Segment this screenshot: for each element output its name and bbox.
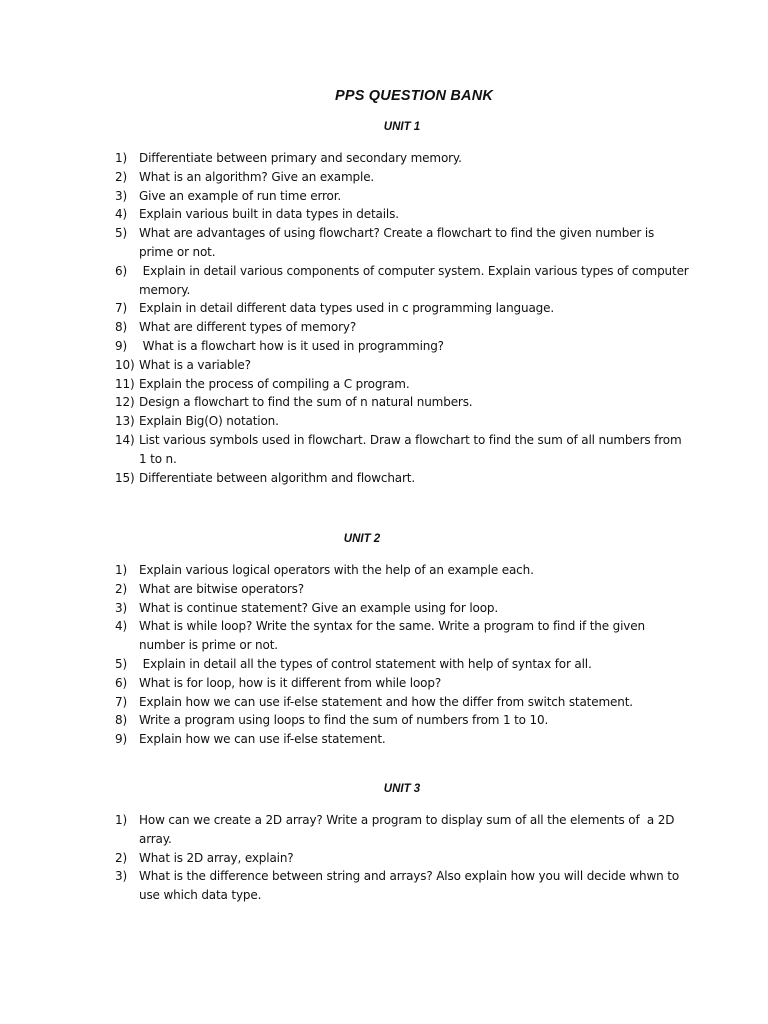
question-item	[112, 149, 692, 168]
question-item	[112, 412, 692, 431]
question-item	[112, 375, 692, 394]
question-text: How can we create a 2D array? Write a program to display sum of all the elements of a 2D array.	[139, 813, 678, 846]
question-item	[112, 580, 692, 599]
question-item	[112, 168, 692, 187]
question-number: 2)	[115, 850, 128, 865]
question-text: What is the difference between string and arrays? Also explain how you will decide whwn to use which data type.	[139, 869, 683, 903]
question-number: 11)	[115, 376, 135, 391]
unit-heading: UNIT 3	[383, 783, 421, 795]
unit-heading: UNIT 1	[383, 121, 421, 133]
question-item	[112, 356, 692, 375]
question-number: 13)	[115, 414, 135, 429]
unit-2-section	[112, 530, 692, 749]
question-item	[112, 337, 692, 356]
question-text: Write a program using loops to find the sum of numbers from 1 to 10.	[139, 713, 549, 728]
question-number: 5)	[115, 656, 128, 671]
question-number: 8)	[115, 713, 128, 728]
question-number: 1)	[115, 151, 128, 165]
question-number: 6)	[115, 675, 128, 690]
question-item	[112, 711, 692, 730]
question-number: 15)	[115, 470, 135, 485]
question-text: List various symbols used in flowchart. Draw a flowchart to find the sum of all numbers from 1 to n.	[139, 432, 686, 466]
question-item	[112, 730, 692, 749]
question-text: What are bitwise operators?	[139, 581, 304, 596]
document-title: PPS QUESTION BANK	[334, 88, 494, 104]
question-text: Explain in detail all the types of control statement with help of syntax for all.	[139, 656, 592, 671]
question-number: 3)	[115, 869, 128, 884]
question-text: What is an algorithm? Give an example.	[139, 169, 375, 184]
question-item	[112, 655, 692, 674]
question-item	[112, 262, 692, 300]
question-list	[112, 561, 692, 749]
question-number: 6)	[115, 263, 128, 278]
unit-heading: UNIT 2	[343, 533, 381, 545]
question-text: What is while loop? Write the syntax for the same. Write a program to find if the given number is prime or not.	[139, 619, 649, 653]
question-number: 9)	[115, 338, 128, 353]
question-number: 4)	[115, 619, 128, 634]
question-item	[112, 431, 692, 469]
question-number: 9)	[115, 732, 128, 747]
question-text: Explain Big(O) notation.	[139, 414, 279, 429]
question-number: 1)	[115, 813, 128, 827]
question-item	[112, 674, 692, 693]
question-number: 2)	[115, 581, 128, 596]
question-number: 8)	[115, 320, 128, 335]
unit-1-section	[112, 118, 692, 487]
question-number: 1)	[115, 563, 128, 577]
question-item	[112, 693, 692, 712]
question-text: What is a variable?	[139, 357, 251, 372]
question-item	[112, 617, 692, 655]
question-item	[112, 299, 692, 318]
question-text: What is a flowchart how is it used in programming?	[139, 338, 444, 353]
question-text: Explain how we can use if-else statement.	[139, 732, 386, 747]
question-text: What is 2D array, explain?	[139, 850, 294, 865]
question-text: Explain how we can use if-else statement and how the differ from switch statement.	[139, 694, 633, 709]
question-text: What is continue statement? Give an example using for loop.	[139, 600, 499, 615]
question-text: Explain in detail different data types used in c programming language.	[139, 301, 555, 316]
question-text: Explain various logical operators with the help of an example each.	[139, 563, 534, 577]
question-item	[112, 318, 692, 337]
question-item	[112, 561, 692, 580]
question-item	[112, 224, 692, 262]
question-text: Differentiate between primary and secondary memory.	[139, 151, 462, 165]
question-item	[112, 811, 692, 849]
unit-3-section	[112, 780, 692, 905]
question-item	[112, 599, 692, 618]
question-number: 14)	[115, 432, 135, 447]
question-text: Design a flowchart to find the sum of n natural numbers.	[139, 395, 473, 410]
question-list	[112, 149, 692, 487]
question-item	[112, 205, 692, 224]
question-number: 12)	[115, 395, 135, 410]
question-number: 2)	[115, 169, 128, 184]
question-number: 3)	[115, 600, 128, 615]
question-number: 7)	[115, 694, 128, 709]
question-text: Explain various built in data types in details.	[139, 207, 399, 222]
question-list	[112, 811, 692, 905]
question-item	[112, 187, 692, 206]
question-text: Explain in detail various components of computer system. Explain various types of computer memory.	[139, 263, 693, 297]
question-item	[112, 469, 692, 488]
question-number: 3)	[115, 188, 128, 203]
question-text: What are different types of memory?	[139, 320, 357, 335]
question-number: 5)	[115, 226, 128, 241]
question-text: What is for loop, how is it different from while loop?	[139, 675, 442, 690]
question-number: 7)	[115, 301, 128, 316]
question-text: Differentiate between algorithm and flowchart.	[139, 470, 416, 485]
question-item	[112, 867, 692, 905]
question-item	[112, 849, 692, 868]
question-number: 4)	[115, 207, 128, 222]
question-text: Explain the process of compiling a C program.	[139, 376, 410, 391]
question-text: Give an example of run time error.	[139, 188, 342, 203]
question-number: 10)	[115, 357, 135, 372]
question-item	[112, 393, 692, 412]
question-text: What are advantages of using flowchart? Create a flowchart to find the given number is prime or not.	[139, 226, 658, 259]
